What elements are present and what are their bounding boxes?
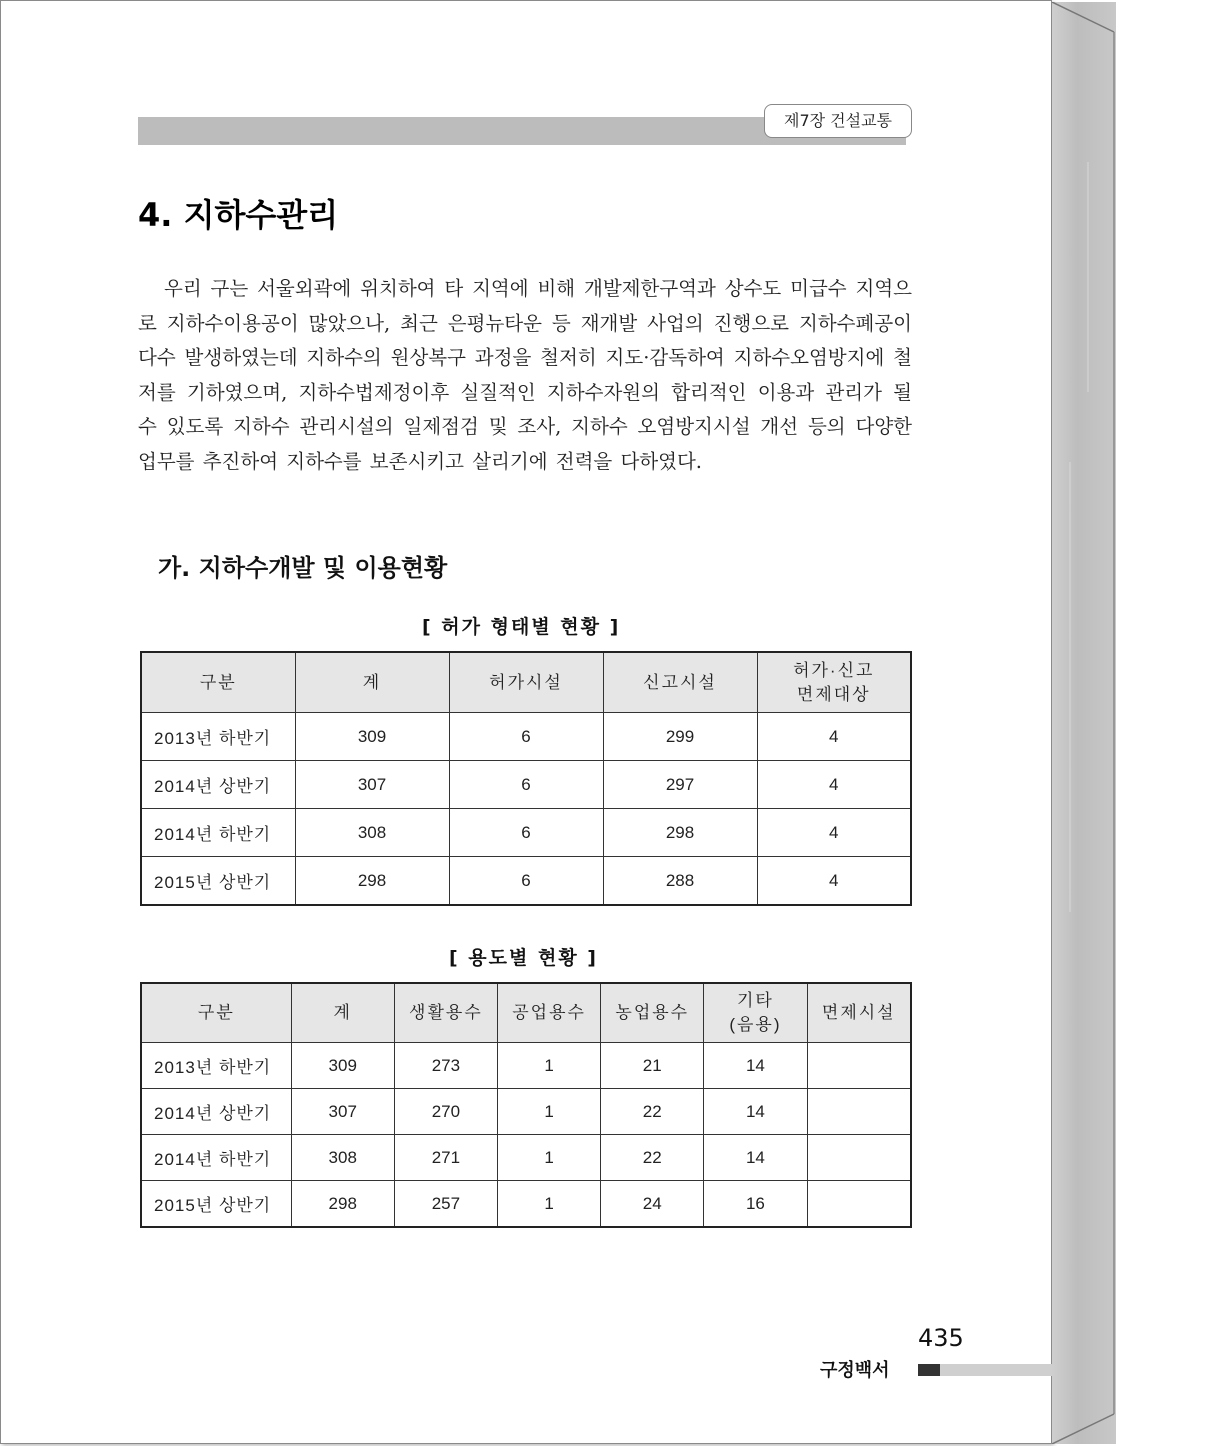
cell: 16 (704, 1181, 807, 1228)
cell: 1 (497, 1181, 600, 1228)
cell: 307 (295, 761, 449, 809)
page-number: 435 (918, 1324, 964, 1352)
cell: 307 (291, 1089, 394, 1135)
col-header: 구분 (141, 652, 295, 713)
cell (807, 1043, 911, 1089)
page-edge-lines (1052, 2, 1116, 1444)
cell (807, 1089, 911, 1135)
book-title: 구정백서 (820, 1360, 890, 1381)
cell: 24 (601, 1181, 704, 1228)
body-paragraph: 우리 구는 서울외곽에 위치하여 타 지역에 비해 개발제한구역과 상수도 미급수 지역으로 지하수이용공이 많았으나, 최근 은평뉴타운 등 재개발 사업의 진행으로 지하수폐공이 다수 발생하였는데 지하수의 원상복구 과정을 철저히 지도·감독하여 지하수오염방지에 철저를 기하였으며, 지하수법제정이후 실질적인 지하수자원의 합리적인 이용과 관리가 될 수 있도록 지하수 관리시설의 일제점검 및 조사, 지하수 오염방지시설 개선 등의 다양한 업무를 추진하여 지하수를 보존시키고 살리기에 전력을 다하였다. (138, 277, 912, 473)
col-header-exempt (757, 652, 911, 713)
table-row (141, 1135, 911, 1181)
col-header: 생활용수 (394, 983, 497, 1043)
table1-caption: [ 허가 형태별 현황 ] (422, 616, 621, 638)
cell: 1 (497, 1043, 600, 1089)
cell: 6 (449, 809, 603, 857)
col-header: 신고시설 (603, 652, 757, 713)
cell: 257 (394, 1181, 497, 1228)
cell: 308 (295, 809, 449, 857)
chapter-label: 제7장 건설교통 (764, 104, 912, 138)
row-label: 2013년 하반기 (141, 713, 295, 761)
cell: 21 (601, 1043, 704, 1089)
col-header: 공업용수 (497, 983, 600, 1043)
col-header: 구분 (141, 983, 291, 1043)
cell: 309 (295, 713, 449, 761)
cell: 308 (291, 1135, 394, 1181)
cell: 14 (704, 1089, 807, 1135)
table2-caption: [ 용도별 현황 ] (449, 947, 598, 969)
cell: 22 (601, 1135, 704, 1181)
cell: 4 (757, 857, 911, 906)
cell: 298 (603, 809, 757, 857)
cell: 1 (497, 1135, 600, 1181)
col-header: 계 (291, 983, 394, 1043)
cell: 4 (757, 809, 911, 857)
row-label: 2015년 상반기 (141, 1181, 291, 1228)
cell: 298 (295, 857, 449, 906)
table-row (141, 1043, 911, 1089)
subsection-title: 가. 지하수개발 및 이용현황 (158, 554, 448, 582)
cell: 6 (449, 713, 603, 761)
cell: 270 (394, 1089, 497, 1135)
row-label: 2014년 하반기 (141, 809, 295, 857)
cell (807, 1181, 911, 1228)
cell: 299 (603, 713, 757, 761)
table-row (141, 857, 911, 906)
row-label: 2014년 하반기 (141, 1135, 291, 1181)
row-label: 2015년 상반기 (141, 857, 295, 906)
col-header-other (704, 983, 807, 1043)
section-title: 4. 지하수관리 (138, 196, 339, 234)
cell: 1 (497, 1089, 600, 1135)
col-header-line: (음용) (729, 1015, 782, 1034)
cell: 288 (603, 857, 757, 906)
book-page-edges (1052, 2, 1116, 1444)
table-header-row (141, 652, 911, 713)
col-header: 면제시설 (807, 983, 911, 1043)
col-header: 허가시설 (449, 652, 603, 713)
row-label: 2014년 상반기 (141, 1089, 291, 1135)
cell: 4 (757, 761, 911, 809)
table-row (141, 809, 911, 857)
cell: 309 (291, 1043, 394, 1089)
col-header: 농업용수 (601, 983, 704, 1043)
table-row (141, 1089, 911, 1135)
table-row (141, 1181, 911, 1228)
col-header-line: 기타 (736, 991, 774, 1010)
col-header-line: 면제대상 (796, 684, 871, 704)
row-label: 2014년 상반기 (141, 761, 295, 809)
cell: 271 (394, 1135, 497, 1181)
table-row (141, 761, 911, 809)
cell: 4 (757, 713, 911, 761)
permit-type-table (140, 651, 912, 906)
cell: 6 (449, 857, 603, 906)
cell: 297 (603, 761, 757, 809)
cell: 14 (704, 1135, 807, 1181)
footer-bar-accent (918, 1364, 940, 1376)
cell: 6 (449, 761, 603, 809)
footer-bar (940, 1364, 1052, 1376)
cell: 273 (394, 1043, 497, 1089)
table-header-row (141, 983, 911, 1043)
row-label: 2013년 하반기 (141, 1043, 291, 1089)
cell: 298 (291, 1181, 394, 1228)
table-row (141, 713, 911, 761)
usage-type-table (140, 982, 912, 1228)
col-header-line: 허가·신고 (793, 660, 875, 680)
cell (807, 1135, 911, 1181)
col-header: 계 (295, 652, 449, 713)
cell: 14 (704, 1043, 807, 1089)
cell: 22 (601, 1089, 704, 1135)
